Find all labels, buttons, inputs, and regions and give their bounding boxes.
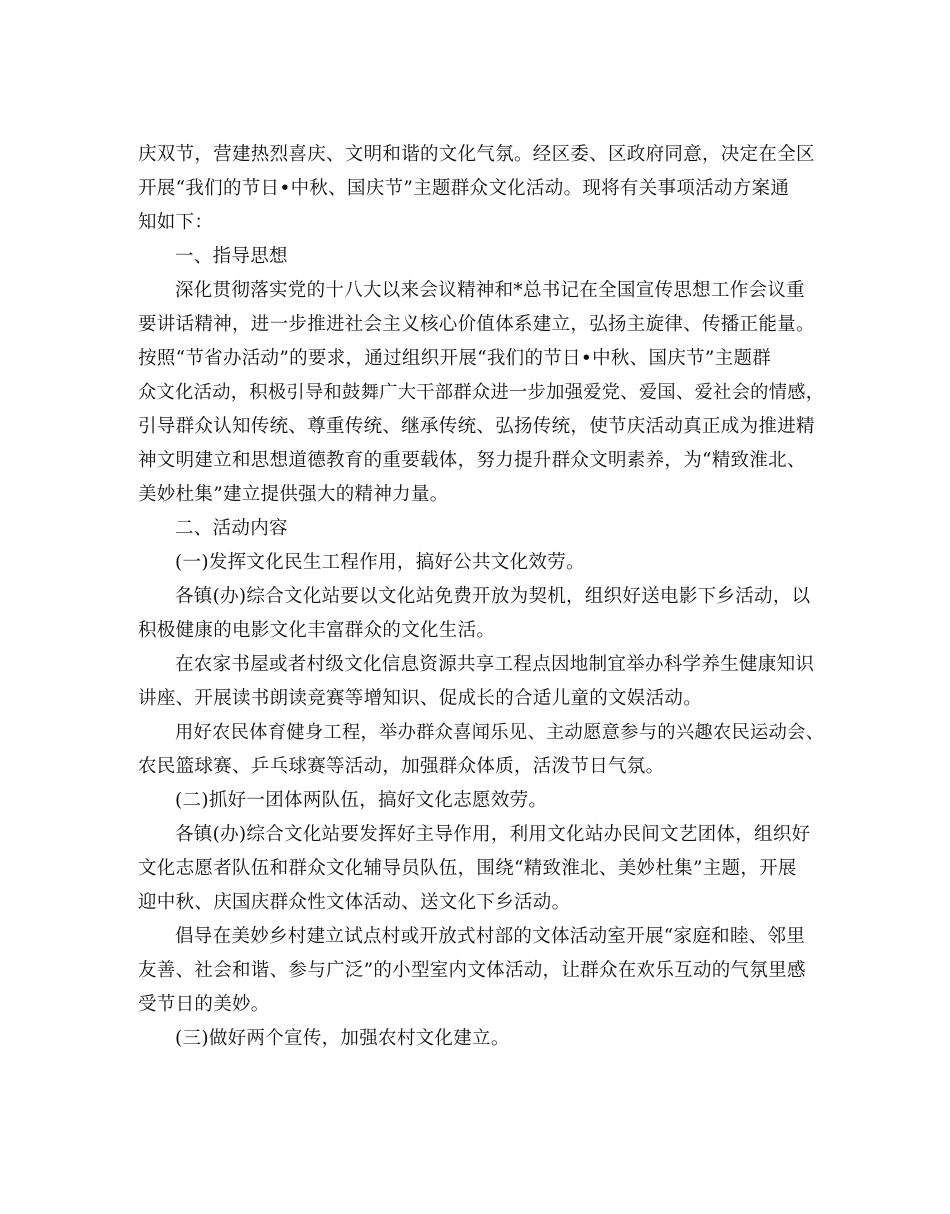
body-line: 讲座、开展读书朗读竞赛等增知识、促成长的合适儿童的文娱活动。 xyxy=(138,688,703,709)
subsection-heading: (三)做好两个宣传，加强农村文化建立。 xyxy=(175,1028,510,1049)
document-body xyxy=(138,138,828,1056)
body-line: 庆双节，营建热烈喜庆、文明和谐的文化气氛。经区委、区政府同意，决定在全区 xyxy=(138,144,815,165)
body-line: 受节日的美妙。 xyxy=(138,994,270,1015)
body-line: 倡导在美妙乡村建立试点村或开放式村部的文体活动室开展“家庭和睦、邻里 xyxy=(175,926,806,947)
body-line: 美妙杜集”建立提供强大的精神力量。 xyxy=(138,484,449,505)
section-heading: 一、指导思想 xyxy=(175,246,288,267)
subsection-heading: (二)抓好一团体两队伍，搞好文化志愿效劳。 xyxy=(175,790,548,811)
body-line: 知如下： xyxy=(138,212,214,233)
body-line: 积极健康的电影文化丰富群众的文化生活。 xyxy=(138,620,496,641)
body-line: 在农家书屋或者村级文化信息资源共享工程点因地制宜举办科学养生健康知识 xyxy=(175,654,815,675)
body-line: 用好农民体育健身工程，举办群众喜闻乐见、主动愿意参与的兴趣农民运动会、 xyxy=(175,722,825,743)
body-line: 文化志愿者队伍和群众文化辅导员队伍，围绕“精致淮北、美妙杜集”主题，开展 xyxy=(138,858,797,879)
body-line: 要讲话精神，进一步推进社会主义核心价值体系建立，弘扬主旋律、传播正能量。 xyxy=(138,314,815,335)
body-line: 引导群众认知传统、尊重传统、继承传统、弘扬传统，使节庆活动真正成为推进精 xyxy=(138,416,815,437)
body-line: 农民篮球赛、乒乓球赛等活动，加强群众体质，活泼节日气氛。 xyxy=(138,756,665,777)
body-line: 深化贯彻落实党的十八大以来会议精神和*总书记在全国宣传思想工作会议重 xyxy=(175,280,805,301)
body-line: 各镇(办)综合文化站要发挥好主导作用，利用文化站办民间文艺团体，组织好 xyxy=(175,824,811,845)
body-line: 迎中秋、庆国庆群众性文体活动、送文化下乡活动。 xyxy=(138,892,571,913)
body-line: 神文明建立和思想道德教育的重要载体，努力提升群众文明素养，为“精致淮北、 xyxy=(138,450,806,471)
body-line: 友善、社会和谐、参与广泛”的小型室内文体活动，让群众在欢乐互动的气氛里感 xyxy=(138,960,806,981)
subsection-heading: (一)发挥文化民生工程作用，搞好公共文化效劳。 xyxy=(175,552,585,573)
body-line: 各镇(办)综合文化站要以文化站免费开放为契机，组织好送电影下乡活动，以 xyxy=(175,586,811,607)
body-line: 众文化活动，积极引导和鼓舞广大干部群众进一步加强爱党、爱国、爱社会的情感， xyxy=(138,382,825,403)
section-heading: 二、活动内容 xyxy=(175,518,288,539)
body-line: 开展“我们的节日•中秋、国庆节”主题群众文化活动。现将有关事项活动方案通 xyxy=(138,178,790,199)
body-line: 按照“节省办活动”的要求，通过组织开展“我们的节日•中秋、国庆节”主题群 xyxy=(138,348,772,369)
